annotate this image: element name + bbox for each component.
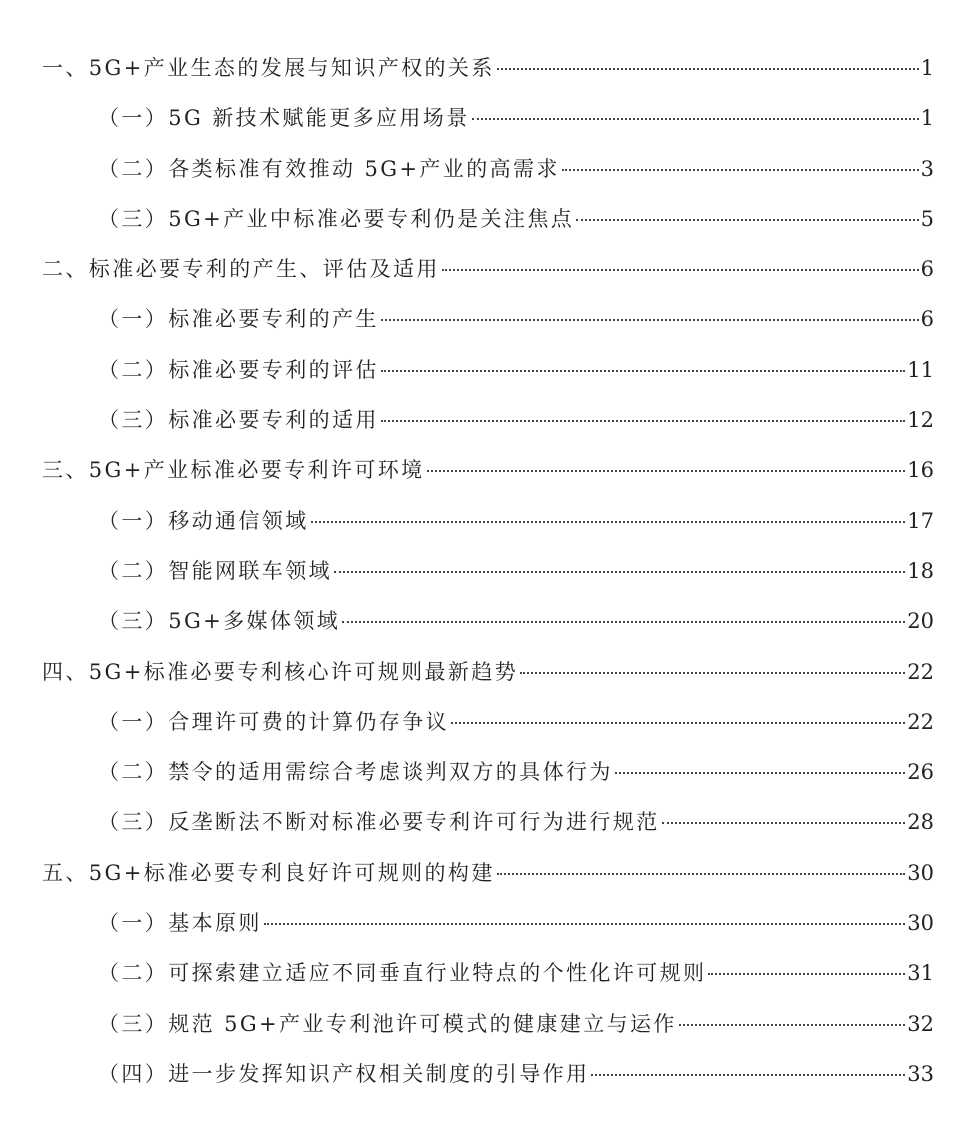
toc-entry-title: 四、5G+标准必要专利核心许可规则最新趋势: [42, 659, 519, 684]
toc-dot-leader: [342, 621, 905, 623]
toc-page-number: 12: [907, 408, 934, 433]
toc-dot-leader: [381, 420, 905, 422]
toc-entry[interactable]: [0, 496, 976, 546]
toc-entry-title: （一）5G 新技术赋能更多应用场景: [98, 106, 470, 131]
toc-page-number: 17: [907, 508, 934, 533]
toc-page-number: 18: [907, 558, 934, 583]
toc-dot-leader: [520, 672, 905, 674]
toc-page-number: 28: [907, 810, 934, 835]
toc-entry-title: （二）标准必要专利的评估: [98, 357, 379, 382]
toc-entry[interactable]: [0, 194, 976, 244]
toc-dot-leader: [591, 1074, 905, 1076]
toc-dot-leader: [615, 772, 905, 774]
toc-entry[interactable]: [0, 395, 976, 445]
toc-page-number: 22: [907, 659, 934, 684]
toc-entry[interactable]: [0, 345, 976, 395]
toc-entry-title: （一）标准必要专利的产生: [98, 307, 379, 332]
toc-page-number: 3: [920, 156, 934, 181]
toc-entry[interactable]: [0, 43, 976, 93]
toc-page-number: 26: [907, 760, 934, 785]
toc-dot-leader: [311, 521, 906, 523]
toc-entry-title: （三）5G+多媒体领域: [98, 609, 341, 634]
toc-dot-leader: [264, 923, 905, 925]
toc-page-number: 33: [907, 1061, 934, 1086]
toc-page-number: 22: [907, 709, 934, 734]
toc-dot-leader: [381, 319, 919, 321]
toc-page-number: 30: [907, 860, 934, 885]
toc-page-number: 31: [907, 961, 934, 986]
toc-entry-title: （一）基本原则: [98, 911, 262, 936]
toc-page-number: 6: [920, 307, 934, 332]
toc-dot-leader: [451, 722, 905, 724]
toc-entry[interactable]: [0, 445, 976, 495]
toc-entry[interactable]: [0, 144, 976, 194]
toc-page-number: 6: [920, 257, 934, 282]
toc-dot-leader: [334, 571, 905, 573]
toc-entry[interactable]: [0, 948, 976, 998]
toc-dot-leader: [708, 973, 905, 975]
toc-entry-title: （三）规范 5G+产业专利池许可模式的健康建立与运作: [98, 1011, 677, 1036]
table-of-contents: [0, 43, 976, 1099]
toc-dot-leader: [562, 169, 919, 171]
toc-entry[interactable]: [0, 747, 976, 797]
toc-entry[interactable]: [0, 244, 976, 294]
toc-dot-leader: [679, 1024, 905, 1026]
toc-dot-leader: [497, 68, 919, 70]
toc-entry-title: （二）禁令的适用需综合考虑谈判双方的具体行为: [98, 760, 613, 785]
toc-page-number: 5: [920, 206, 934, 231]
toc-entry-title: （三）反垄断法不断对标准必要专利许可行为进行规范: [98, 810, 660, 835]
toc-entry-title: （二）各类标准有效推动 5G+产业的高需求: [98, 156, 560, 181]
toc-entry[interactable]: [0, 596, 976, 646]
toc-page-number: 11: [907, 357, 934, 382]
toc-entry[interactable]: [0, 898, 976, 948]
toc-entry-title: （三）标准必要专利的适用: [98, 408, 379, 433]
toc-entry-title: 一、5G+产业生态的发展与知识产权的关系: [42, 56, 495, 80]
toc-entry[interactable]: [0, 697, 976, 747]
toc-dot-leader: [662, 822, 906, 824]
toc-page-number: 32: [907, 1011, 934, 1036]
toc-entry-title: 二、标准必要专利的产生、评估及适用: [42, 257, 440, 282]
toc-entry[interactable]: [0, 848, 976, 898]
toc-page-number: 30: [907, 911, 934, 936]
toc-dot-leader: [442, 269, 919, 271]
toc-page-number: 16: [907, 458, 934, 483]
toc-dot-leader: [497, 873, 906, 875]
toc-dot-leader: [472, 118, 919, 120]
toc-dot-leader: [427, 470, 906, 472]
toc-entry-title: 三、5G+产业标准必要专利许可环境: [42, 458, 425, 483]
toc-entry-title: （一）合理许可费的计算仍存争议: [98, 709, 449, 734]
toc-page-number: 20: [907, 609, 934, 634]
toc-entry[interactable]: [0, 546, 976, 596]
toc-entry[interactable]: [0, 93, 976, 143]
toc-entry-title: （一）移动通信领域: [98, 508, 309, 533]
toc-entry-title: 五、5G+标准必要专利良好许可规则的构建: [42, 860, 495, 885]
toc-entry-title: （三）5G+产业中标准必要专利仍是关注焦点: [98, 206, 575, 231]
toc-entry-title: （二）智能网联车领域: [98, 558, 332, 583]
toc-entry[interactable]: [0, 999, 976, 1049]
toc-page-number: 1: [920, 56, 934, 80]
toc-page-number: 1: [920, 106, 934, 131]
toc-entry[interactable]: [0, 647, 976, 697]
toc-entry[interactable]: [0, 797, 976, 847]
toc-entry-title: （四）进一步发挥知识产权相关制度的引导作用: [98, 1061, 590, 1086]
toc-entry-title: （二）可探索建立适应不同垂直行业特点的个性化许可规则: [98, 961, 707, 986]
toc-dot-leader: [381, 370, 905, 372]
toc-entry[interactable]: [0, 1049, 976, 1099]
toc-entry[interactable]: [0, 294, 976, 344]
toc-dot-leader: [576, 219, 918, 221]
